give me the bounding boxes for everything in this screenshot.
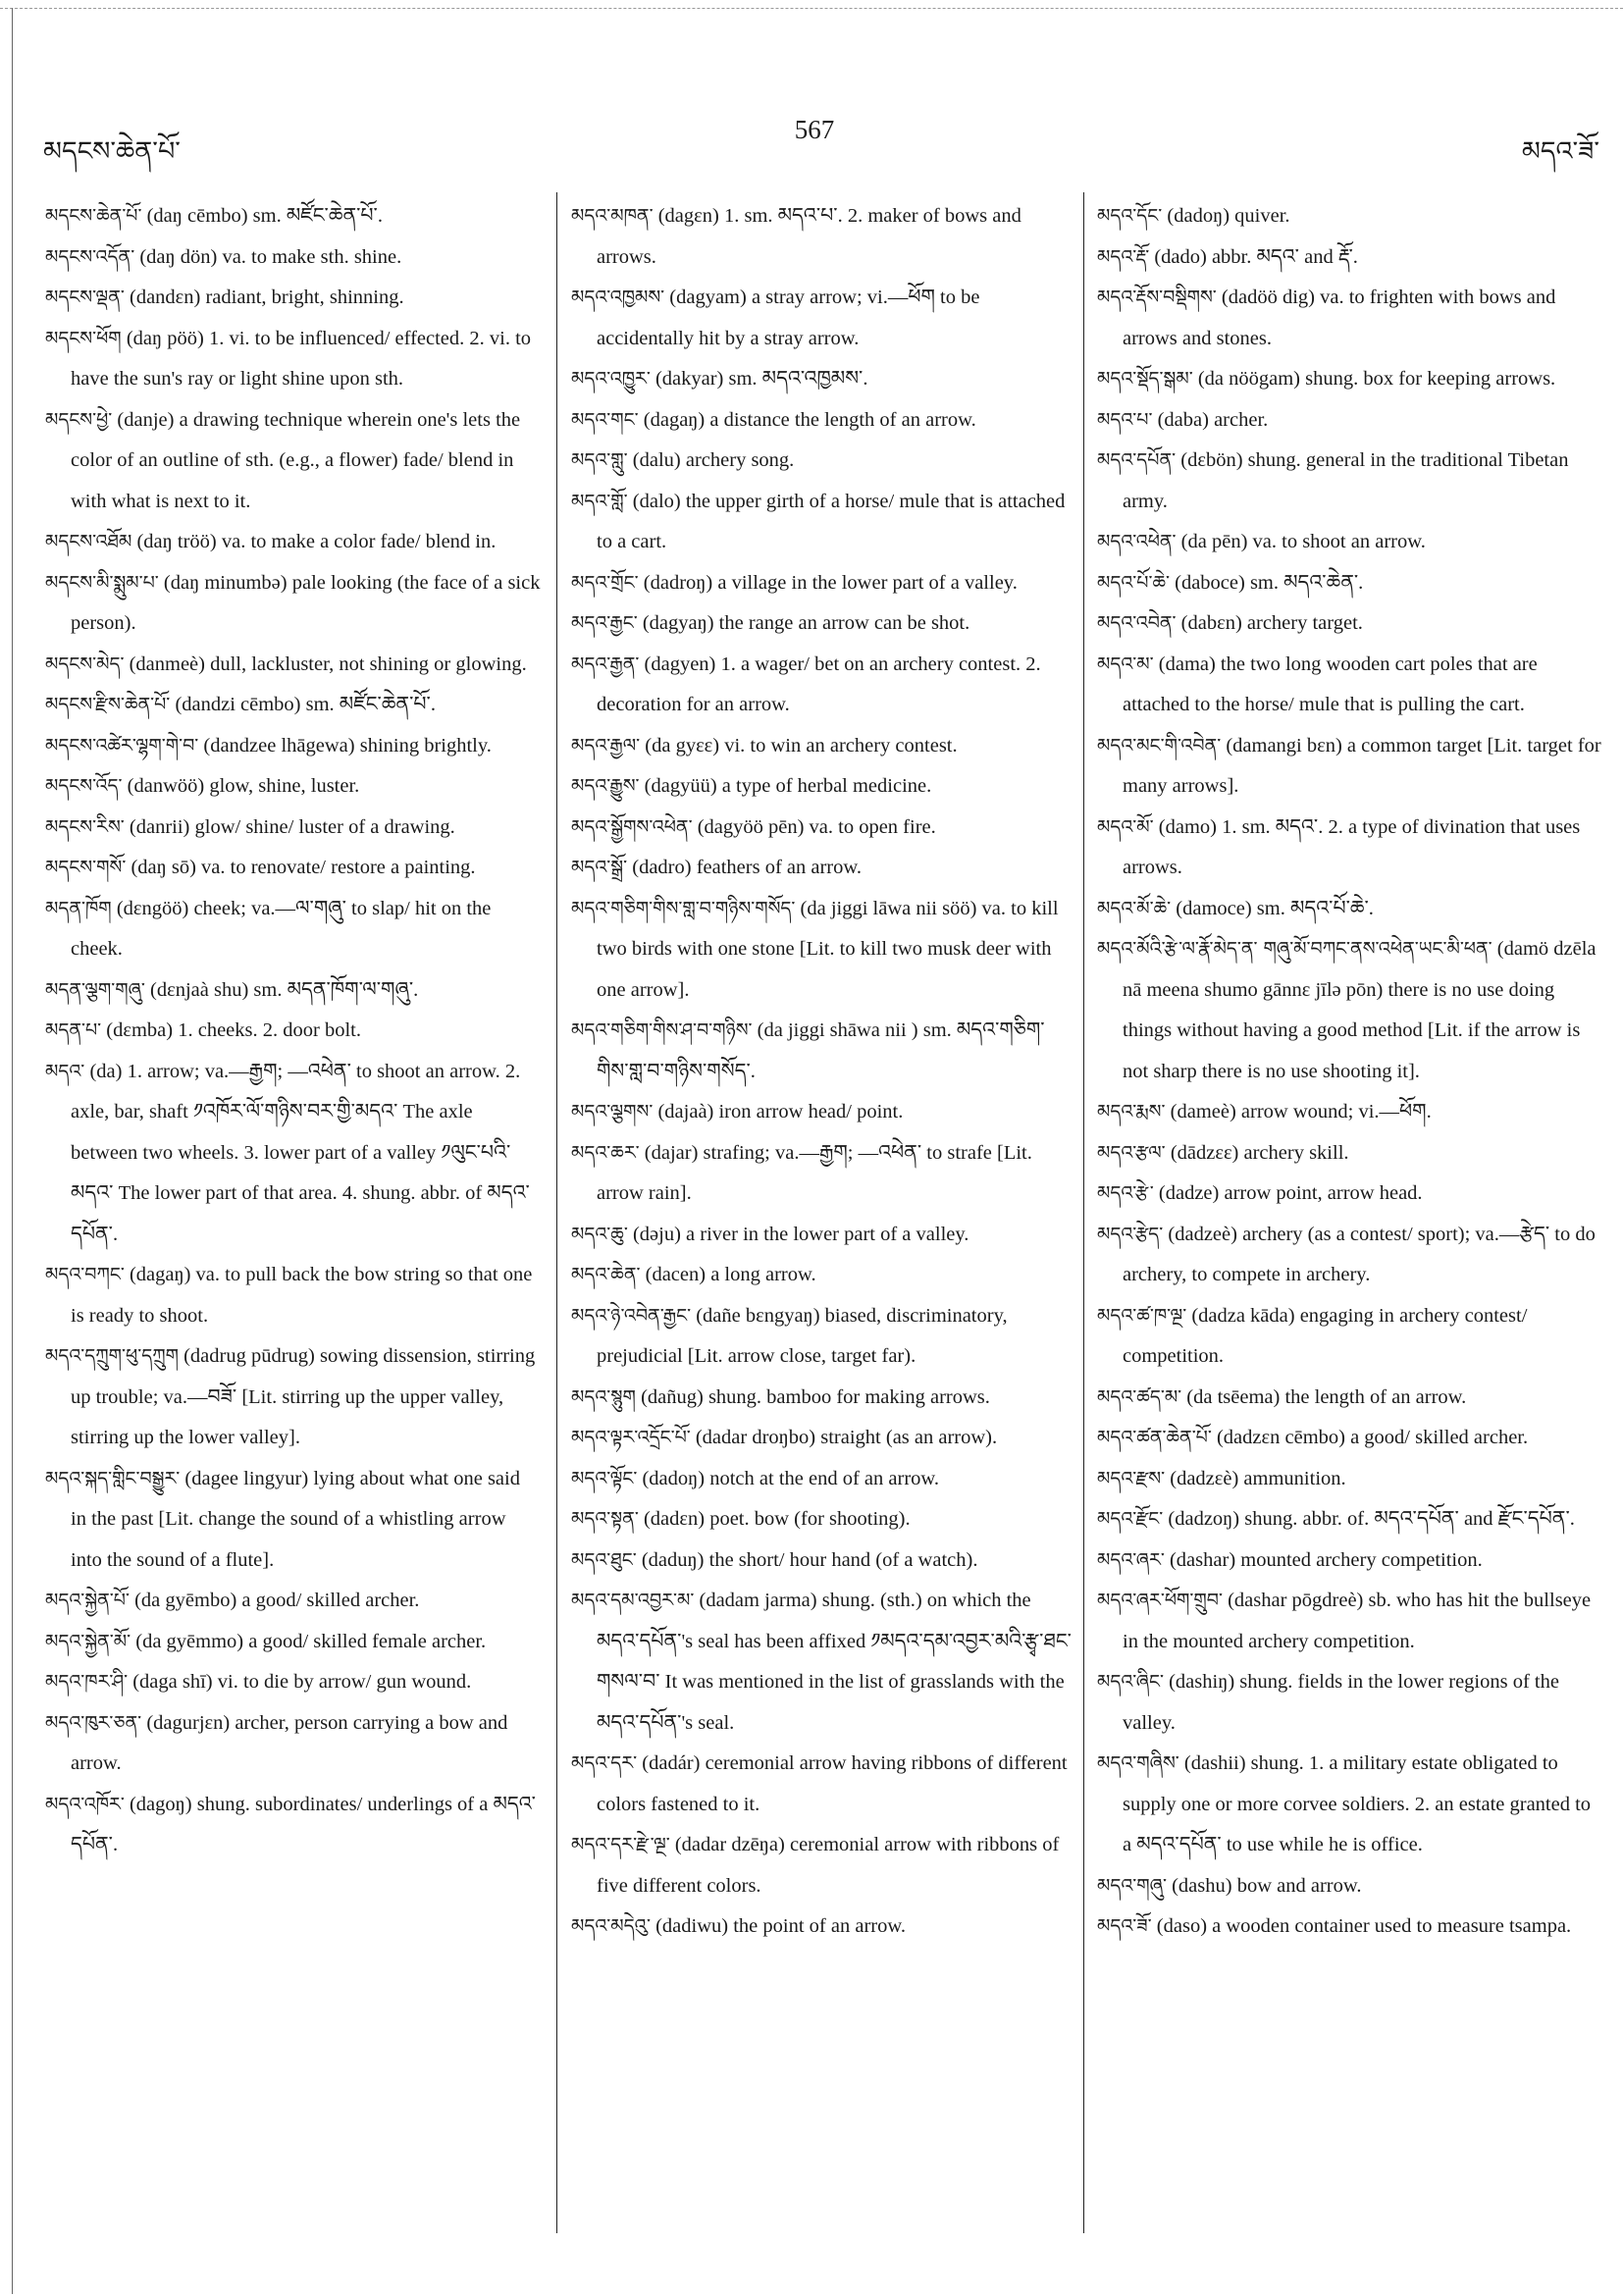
- dictionary-entry: [571, 1825, 1072, 1906]
- entry-headword: མདའ་འབེན་: [1097, 612, 1177, 634]
- entry-headword: མདངས་ལྡན་: [45, 287, 125, 308]
- dictionary-entry: [571, 359, 1072, 400]
- entry-headword: མདངས་འཐོམ: [45, 531, 132, 552]
- entry-definition: (daŋ minumbə) pale looking (the face of a sick person).: [71, 571, 541, 634]
- scan-top-edge: [0, 8, 1623, 9]
- entry-definition: (dəju) a river in the lower part of a valley.: [632, 1223, 969, 1245]
- entry-headword: མདངས་གསོ་: [45, 857, 127, 878]
- entry-headword: མདངས་མི་སྨུམ་པ་: [45, 571, 159, 594]
- dictionary-entry: [571, 603, 1072, 645]
- dictionary-entry: [571, 1459, 1072, 1500]
- dictionary-entry: [45, 237, 541, 279]
- dictionary-entry: [1097, 359, 1602, 400]
- entry-definition: (da gyɛɛ) vi. to win an archery contest.: [645, 734, 958, 757]
- entry-headword: མདའ་མཁན་: [571, 205, 654, 227]
- entry-headword: མདངས་མེད་: [45, 652, 125, 675]
- dictionary-entry: [45, 1052, 541, 1256]
- entry-headword: མདའ་རྒྱང་: [571, 612, 638, 634]
- entry-definition: (dagaŋ) va. to pull back the bow string so that one is ready to shoot.: [71, 1264, 533, 1327]
- dictionary-entry: [571, 1581, 1072, 1744]
- dictionary-entry: [571, 1744, 1072, 1825]
- entry-headword: མདའ་མོའི་རྩེ་ལ་རྣོ་མེད་ན་ གཞུ་མོ་བཀང་ནས་འཕེན་ཡང་མི་ཕན་: [1097, 938, 1492, 960]
- entry-definition: (danrii) glow/ shine/ luster of a drawing.: [129, 815, 455, 838]
- dictionary-entry: [45, 1785, 541, 1866]
- dictionary-entry: [1097, 1744, 1602, 1866]
- column-divider: [556, 192, 557, 2233]
- column-2: [571, 196, 1072, 1948]
- entry-headword: མདའ་དོང་: [1097, 205, 1163, 227]
- entry-headword: མདའ་སྒྱོགས་འཕེན་: [571, 815, 693, 838]
- dictionary-entry: [571, 1011, 1072, 1092]
- entry-headword: མདའ་ལྟོང་: [571, 1467, 638, 1489]
- entry-definition: (daboce) sm. མདའ་ཆེན་.: [1175, 571, 1364, 594]
- entry-headword: མདའ་བཀང་: [45, 1264, 125, 1285]
- entry-headword: མདའ་མདེའུ་: [571, 1915, 651, 1937]
- entry-definition: (dadroŋ) a village in the lower part of a valley.: [643, 571, 1018, 594]
- dictionary-entry: [1097, 1662, 1602, 1744]
- dictionary-entry: [45, 726, 541, 767]
- entry-definition: (dama) the two long wooden cart poles that are attached to the horse/ mule that is pulling the cart.: [1123, 652, 1538, 715]
- entry-headword: མདའ་རྩེ་: [1097, 1182, 1154, 1204]
- entry-headword: མདའ་དར་རྫེ་ལྔ་: [571, 1834, 670, 1855]
- entry-headword: མདའ་རྡོས་བསྡིགས་: [1097, 287, 1217, 308]
- entry-headword: མདའ་ལྟར་འདྲོང་པོ་: [571, 1427, 691, 1448]
- entry-headword: མདའ་ཉེ་འབེན་རྒྱང་: [571, 1304, 692, 1327]
- entry-headword: མདའ་གྲོང་: [571, 571, 639, 594]
- dictionary-entry: [1097, 1418, 1602, 1459]
- entry-definition: (danwöö) glow, shine, luster.: [127, 775, 360, 797]
- dictionary-entry: [1097, 1906, 1602, 1948]
- dictionary-entry: [45, 1459, 541, 1582]
- entry-definition: (dadar dzēŋa) ceremonial arrow with ribbons of five different colors.: [597, 1834, 1060, 1897]
- entry-definition: (dashiŋ) shung. fields in the lower regions of the valley.: [1123, 1671, 1559, 1734]
- entry-definition: (dagaŋ) a distance the length of an arrow.: [643, 408, 976, 431]
- entry-definition: (dameè) arrow wound; vi.—ཕོག.: [1170, 1101, 1432, 1122]
- entry-headword: མདའ་དམ་འབྱར་མ་: [571, 1590, 695, 1611]
- dictionary-entry: [45, 848, 541, 889]
- entry-headword: མདའ་མང་གི་འབེན་: [1097, 734, 1222, 757]
- entry-headword: མདའ་མོ་: [1097, 815, 1154, 838]
- entry-headword: མདའ་ཚ་ཁ་ལྔ་: [1097, 1304, 1187, 1327]
- entry-headword: མདའ་ཐུང་: [571, 1548, 637, 1571]
- dictionary-entry: [1097, 196, 1602, 237]
- entry-headword: མདའ་ཆེན་: [571, 1264, 641, 1285]
- dictionary-entry: [571, 1133, 1072, 1215]
- entry-definition: (damo) 1. sm. མདའ་. 2. a type of divination that uses arrows.: [1123, 815, 1581, 878]
- entry-definition: (dado) abbr. མདའ་ and རྡོ་.: [1154, 245, 1358, 268]
- dictionary-entry: [45, 1011, 541, 1052]
- entry-headword: མདའ་འཁྱུར་: [571, 368, 651, 390]
- dictionary-entry: [1097, 1540, 1602, 1582]
- entry-definition: (daŋ tröö) va. to make a color fade/ blend in.: [136, 531, 497, 552]
- entry-headword: མདའ་ཚན་ཆེན་པོ་: [1097, 1427, 1212, 1448]
- entry-definition: (danje) a drawing technique wherein one's lets the color of an outline of sth. (e.g., a flower) fade/ blend in with what is next to it.: [71, 408, 521, 512]
- entry-headword: མདའ་སྡོད་སྒམ་: [1097, 368, 1193, 390]
- entry-headword: མདངས་ཕོག: [45, 327, 122, 349]
- dictionary-entry: [45, 563, 541, 645]
- entry-definition: (daduŋ) the short/ hour hand (of a watch).: [641, 1548, 978, 1571]
- entry-definition: (dagɛn) 1. sm. མདའ་པ་. 2. maker of bows and arrows.: [597, 205, 1021, 268]
- dictionary-entry: [45, 1255, 541, 1336]
- dictionary-entry: [1097, 645, 1602, 726]
- dictionary-entry: [1097, 1174, 1602, 1215]
- entry-headword: མདའ་རྨས་: [1097, 1101, 1166, 1122]
- entry-headword: མདན་ལྕག་གཞུ་: [45, 978, 145, 1001]
- entry-headword: མདའ་དཀྲུག་ཕུ་དཀྲུག: [45, 1345, 179, 1367]
- entry-definition: (dadɛn) poet. bow (for shooting).: [643, 1508, 911, 1530]
- entry-definition: (dajaà) iron arrow head/ point.: [657, 1101, 904, 1122]
- entry-headword: མདའ་ཆར་: [571, 1141, 640, 1164]
- dictionary-entry: [1097, 237, 1602, 279]
- dictionary-entry: [571, 1092, 1072, 1133]
- dictionary-entry: [45, 645, 541, 686]
- dictionary-entry: [571, 1255, 1072, 1296]
- entry-definition: (dabɛn) archery target.: [1180, 612, 1363, 634]
- entry-definition: (da nöögam) shung. box for keeping arrows.: [1197, 368, 1556, 390]
- entry-headword: མདའ་ལྕགས་: [571, 1101, 654, 1122]
- dictionary-entry: [571, 808, 1072, 849]
- entry-headword: མདའ་སྐྱེན་མོ་: [45, 1630, 131, 1652]
- dictionary-entry: [571, 1499, 1072, 1540]
- entry-definition: (dadzeè) archery (as a contest/ sport); va.—རྩེད་ to do archery, to compete in archery.: [1123, 1223, 1596, 1285]
- entry-definition: (dagoŋ) shung. subordinates/ underlings of a མདའ་དཔོན་.: [71, 1793, 536, 1855]
- dictionary-entry: [571, 1378, 1072, 1419]
- dictionary-entry: [45, 1581, 541, 1622]
- entry-headword: མདའ་ཞར་ཕོག་གྲུབ་: [1097, 1590, 1223, 1611]
- entry-definition: (dañe bɛngyaŋ) biased, discriminatory, prejudicial [Lit. arrow close, target far).: [597, 1304, 1008, 1367]
- entry-headword: མདའ་ཚད་མ་: [1097, 1385, 1182, 1408]
- entry-headword: མདའ་རྩལ་: [1097, 1141, 1166, 1164]
- dictionary-entry: [45, 196, 541, 237]
- dictionary-entry: [571, 196, 1072, 278]
- guide-word-right: མདའ་ཟོ་: [1521, 136, 1599, 167]
- entry-definition: (dadam jarma) shung. (sth.) on which the མདའ་དཔོན་'s seal has been affixed ༡མདའ་དམ་འབྱར་མའི་རྩྭ་ཐང་གསལ་བ་ It was mentioned in the list of grasslands with the མདའ་དཔོན་'s seal.: [597, 1590, 1072, 1734]
- entry-definition: (dadiwu) the point of an arrow.: [655, 1915, 906, 1937]
- entry-definition: (daŋ sō) va. to renovate/ restore a painting.: [131, 857, 476, 878]
- dictionary-entry: [1097, 1296, 1602, 1378]
- entry-definition: (dagyöö pēn) va. to open fire.: [697, 815, 936, 838]
- entry-headword: མདངས་འདོན་: [45, 245, 135, 268]
- entry-headword: མདའ་ཁུར་ཅན་: [45, 1711, 142, 1734]
- dictionary-entry: [45, 522, 541, 563]
- entry-headword: མདའ་པོ་ཆེ་: [1097, 571, 1170, 594]
- entry-definition: (damangi bɛn) a common target [Lit. target for many arrows].: [1123, 734, 1601, 797]
- entry-definition: (daŋ dön) va. to make sth. shine.: [139, 245, 402, 268]
- entry-definition: (daga shī) vi. to die by arrow/ gun wound.: [132, 1671, 472, 1693]
- entry-definition: (dagyen) 1. a wager/ bet on an archery contest. 2. decoration for an arrow.: [597, 652, 1041, 715]
- entry-definition: (dagee lingyur) lying about what one said in the past [Lit. change the sound of a whistling arrow into the sound of a flute].: [71, 1467, 520, 1571]
- dictionary-entry: [571, 1296, 1072, 1378]
- dictionary-entry: [571, 441, 1072, 482]
- dictionary-entry: [45, 400, 541, 523]
- entry-headword: མདའ་གཅིག་གིས་ཤ་བ་གཉིས་: [571, 1019, 753, 1041]
- entry-definition: (dajar) strafing; va.—རྒྱག; —འཕེན་ to strafe [Lit. arrow rain].: [597, 1141, 1032, 1204]
- entry-headword: མདའ་མ་: [1097, 652, 1154, 675]
- entry-definition: (damoce) sm. མདའ་པོ་ཆེ་.: [1176, 897, 1374, 919]
- entry-headword: མདའ་འཁོར་: [45, 1793, 125, 1815]
- entry-definition: (da jiggi shāwa nii ) sm. མདའ་གཅིག་གིས་གླ་བ་གཉིས་གསོད་.: [597, 1019, 1045, 1082]
- entry-headword: མདའ་འཕེན་: [1097, 531, 1177, 552]
- dictionary-entry: [571, 848, 1072, 889]
- entry-headword: མདའ་ཞར་: [1097, 1548, 1165, 1571]
- entry-headword: མདན་ཁོག: [45, 897, 112, 919]
- entry-definition: (da pēn) va. to shoot an arrow.: [1180, 531, 1426, 552]
- entry-headword: མདའ་དཔོན་: [1097, 449, 1177, 471]
- dictionary-entry: [45, 766, 541, 808]
- dictionary-entry: [45, 1622, 541, 1663]
- entry-definition: (damö dzēla nā meena shumo gānnɛ jīlə pōn) there is no use doing things without having a good method [Lit. if the arrow is not sharp there is no use shooting it].: [1123, 938, 1597, 1082]
- entry-headword: མདའ་སྟན་: [571, 1508, 639, 1530]
- dictionary-entry: [1097, 1459, 1602, 1500]
- dictionary-entry: [571, 889, 1072, 1012]
- entry-definition: (dadro) feathers of an arrow.: [632, 857, 862, 878]
- entry-headword: མདའ་སྐྱེན་པོ་: [45, 1590, 130, 1611]
- dictionary-entry: [45, 808, 541, 849]
- entry-headword: མདའ་མོ་ཆེ་: [1097, 897, 1172, 919]
- entry-headword: མདའ་རྫོང་: [1097, 1508, 1164, 1530]
- page-number: 567: [794, 115, 835, 144]
- entry-definition: (dadza kāda) engaging in archery contest/ competition.: [1123, 1304, 1528, 1367]
- entry-headword: མདངས་ཕྱེ་: [45, 408, 113, 431]
- dictionary-entry: [1097, 278, 1602, 359]
- entry-headword: མདན་པ་: [45, 1019, 102, 1041]
- entry-definition: (dandzi cēmbo) sm. མཛོང་ཆེན་པོ་.: [175, 694, 436, 715]
- entry-headword: མདའ་རྒྱལ་: [571, 734, 641, 757]
- entry-definition: (dashar pōgdreè) sb. who has hit the bullseye in the mounted archery competition.: [1123, 1590, 1592, 1652]
- dictionary-entry: [571, 1418, 1072, 1459]
- entry-definition: (dadze) arrow point, arrow head.: [1158, 1182, 1423, 1204]
- dictionary-entry: [1097, 563, 1602, 604]
- entry-definition: (dagurjɛn) archer, person carrying a bow and arrow.: [71, 1711, 508, 1774]
- entry-definition: (dashii) shung. 1. a military estate obligated to supply one or more corvee soldiers. 2. an estate granted to a མདའ་དཔོན་ to use while he is office.: [1123, 1752, 1592, 1855]
- dictionary-entry: [1097, 603, 1602, 645]
- dictionary-entry: [571, 400, 1072, 442]
- entry-definition: (dɛmba) 1. cheeks. 2. door bolt.: [106, 1019, 361, 1041]
- dictionary-entry: [1097, 1092, 1602, 1133]
- entry-definition: (dadzɛè) ammunition.: [1170, 1467, 1346, 1489]
- entry-definition: (daba) archer.: [1157, 408, 1269, 431]
- entry-definition: (dagyam) a stray arrow; vi.—ཕོག to be accidentally hit by a stray arrow.: [597, 287, 980, 349]
- entry-headword: མདའ་གཞུ་: [1097, 1874, 1167, 1897]
- entry-headword: མདའ་སྐད་གླིང་བསྒྱུར་: [45, 1467, 181, 1489]
- entry-definition: (daŋ cēmbo) sm. མཛོང་ཆེན་པོ་.: [146, 205, 383, 227]
- dictionary-entry: [45, 1336, 541, 1459]
- entry-headword: མདའ་གཞིས་: [1097, 1752, 1179, 1774]
- entry-definition: (dɛngöö) cheek; va.—ལ་གཞུ་ to slap/ hit on the cheek.: [71, 897, 492, 960]
- entry-headword: མདའ་: [45, 1060, 85, 1082]
- dictionary-entry: [571, 766, 1072, 808]
- entry-definition: (dacen) a long arrow.: [645, 1264, 816, 1285]
- entry-headword: མདའ་གཅིག་གིས་གླ་བ་གཉིས་གསོད་: [571, 897, 796, 919]
- entry-definition: (dagyüü) a type of herbal medicine.: [644, 775, 932, 797]
- guide-word-left: མདངས་ཆེན་པོ་: [43, 136, 181, 167]
- entry-headword: མདངས་ཆེན་པོ་: [45, 205, 142, 227]
- dictionary-entry: [1097, 522, 1602, 563]
- entry-definition: (dañug) shung. bamboo for making arrows.: [641, 1385, 990, 1408]
- dictionary-entry: [45, 1703, 541, 1785]
- dictionary-entry: [1097, 1215, 1602, 1296]
- entry-headword: མདའ་ཞིང་: [1097, 1671, 1164, 1693]
- dictionary-entry: [571, 1906, 1072, 1948]
- dictionary-entry: [1097, 1581, 1602, 1662]
- entry-headword: མདའ་རྒྱུས་: [571, 775, 640, 797]
- column-divider: [1083, 192, 1084, 2233]
- dictionary-entry: [1097, 929, 1602, 1092]
- column-1: [45, 196, 541, 1866]
- entry-definition: (dadoŋ) notch at the end of an arrow.: [642, 1467, 939, 1489]
- dictionary-entry: [45, 319, 541, 400]
- entry-headword: མདའ་གློ་: [571, 490, 628, 512]
- entry-definition: (dadzɛn cēmbo) a good/ skilled archer.: [1216, 1427, 1529, 1448]
- dictionary-entry: [45, 889, 541, 970]
- entry-headword: མདའ་པ་: [1097, 408, 1153, 431]
- entry-definition: (dakyar) sm. མདའ་འཁྱམས་.: [654, 368, 868, 390]
- entry-definition: (da tsēema) the length of an arrow.: [1186, 1385, 1467, 1408]
- entry-definition: (dashar) mounted archery competition.: [1169, 1548, 1483, 1571]
- entry-definition: (dadzoŋ) shung. abbr. of. མདའ་དཔོན་ and རྫོང་དཔོན་.: [1168, 1508, 1575, 1530]
- dictionary-entry: [571, 563, 1072, 604]
- dictionary-entry: [1097, 726, 1602, 808]
- entry-definition: (dandzee lhāgewa) shining brightly.: [203, 734, 492, 757]
- entry-definition: (da gyēmmo) a good/ skilled female archer.: [135, 1630, 487, 1652]
- entry-headword: མདའ་དར་: [571, 1752, 638, 1774]
- dictionary-entry: [571, 482, 1072, 563]
- entry-definition: (dadár) ceremonial arrow having ribbons of different colors fastened to it.: [597, 1752, 1068, 1815]
- entry-headword: མདའ་རྡོ་: [1097, 245, 1150, 268]
- entry-definition: (dagyaŋ) the range an arrow can be shot.: [642, 612, 970, 634]
- entry-headword: མདའ་ཁར་ཤི་: [45, 1671, 129, 1693]
- entry-headword: མདའ་ཟོ་: [1097, 1915, 1152, 1937]
- entry-headword: མདའ་གང་: [571, 408, 639, 431]
- entry-definition: (da) 1. arrow; va.—རྒྱག; —འཕེན་ to shoot an arrow. 2. axle, bar, shaft ༡འཁོར་ལོ་གཉིས་བར་གྱི་མདའ་ The axle between two wheels. 3. lower part of a valley ༡ལུང་པའི་མདའ་ The lower part of that area. 4. shung. abbr. of མདའ་དཔོན་.: [71, 1060, 530, 1245]
- entry-definition: (dɛbön) shung. general in the traditional Tibetan army.: [1123, 449, 1569, 512]
- dictionary-entry: [1097, 889, 1602, 930]
- dictionary-entry: [45, 1662, 541, 1703]
- dictionary-entry: [571, 1540, 1072, 1582]
- entry-headword: མདངས་རིས་: [45, 815, 125, 838]
- entry-headword: མདའ་རྩེད་: [1097, 1223, 1164, 1245]
- entry-headword: མདངས་འཚེར་ལྷག་གེ་བ་: [45, 734, 199, 757]
- dictionary-entry: [571, 1215, 1072, 1256]
- dictionary-entry: [1097, 441, 1602, 522]
- entry-headword: མདངས་རྫིས་ཆེན་པོ་: [45, 694, 171, 715]
- entry-definition: (dadar droŋbo) straight (as an arrow).: [695, 1427, 998, 1448]
- entry-definition: (danmeè) dull, lackluster, not shining or glowing.: [129, 652, 527, 675]
- entry-definition: (dadoŋ) quiver.: [1167, 205, 1290, 227]
- dictionary-entry: [45, 278, 541, 319]
- entry-definition: (dādzɛɛ) archery skill.: [1170, 1141, 1349, 1164]
- dictionary-entry: [45, 685, 541, 726]
- page-left-edge: [12, 8, 13, 2294]
- dictionary-entry: [1097, 1133, 1602, 1174]
- entry-definition: (dashu) bow and arrow.: [1172, 1874, 1362, 1897]
- entry-definition: (dadrug pūdrug) sowing dissension, stirring up trouble; va.—བཟོ་ [Lit. stirring up the upper valley, stirring up the lower valley].: [71, 1345, 536, 1448]
- entry-definition: (dɛnjaà shu) sm. མདན་ཁོག་ལ་གཞུ་.: [150, 978, 419, 1001]
- entry-headword: མདའ་སྙུག: [571, 1385, 636, 1408]
- entry-headword: མདའ་རྒྱན་: [571, 652, 640, 675]
- dictionary-entry: [571, 645, 1072, 726]
- entry-headword: མདའ་རྫས་: [1097, 1467, 1166, 1489]
- dictionary-entry: [45, 970, 541, 1012]
- entry-headword: མདའ་གླུ་: [571, 449, 628, 471]
- entry-headword: མདངས་འོད་: [45, 775, 123, 797]
- dictionary-entry: [1097, 400, 1602, 442]
- entry-definition: (da jiggi lāwa nii söö) va. to kill two birds with one stone [Lit. to kill two musk deer with one arrow].: [597, 897, 1059, 1001]
- dictionary-entry: [1097, 808, 1602, 889]
- entry-definition: (daŋ pöö) 1. vi. to be influenced/ effected. 2. vi. to have the sun's ray or light shine upon sth.: [71, 327, 532, 390]
- entry-definition: (dalo) the upper girth of a horse/ mule that is attached to a cart.: [597, 490, 1066, 552]
- entry-headword: མདའ་འཁྱམས་: [571, 287, 665, 308]
- entry-headword: མདའ་སྒྲོ་: [571, 857, 628, 878]
- entry-definition: (dandɛn) radiant, bright, shinning.: [130, 287, 404, 308]
- dictionary-entry: [571, 726, 1072, 767]
- dictionary-entry: [1097, 1866, 1602, 1907]
- column-3: [1097, 196, 1602, 1948]
- dictionary-entry: [1097, 1499, 1602, 1540]
- entry-definition: (dadöö dig) va. to frighten with bows and arrows and stones.: [1123, 287, 1556, 349]
- dictionary-entry: [1097, 1378, 1602, 1419]
- dictionary-entry: [571, 278, 1072, 359]
- entry-definition: (da gyēmbo) a good/ skilled archer.: [134, 1590, 420, 1611]
- entry-definition: (dalu) archery song.: [632, 449, 795, 471]
- entry-definition: (daso) a wooden container used to measure tsampa.: [1156, 1915, 1572, 1937]
- entry-headword: མདའ་ཆུ་: [571, 1223, 628, 1245]
